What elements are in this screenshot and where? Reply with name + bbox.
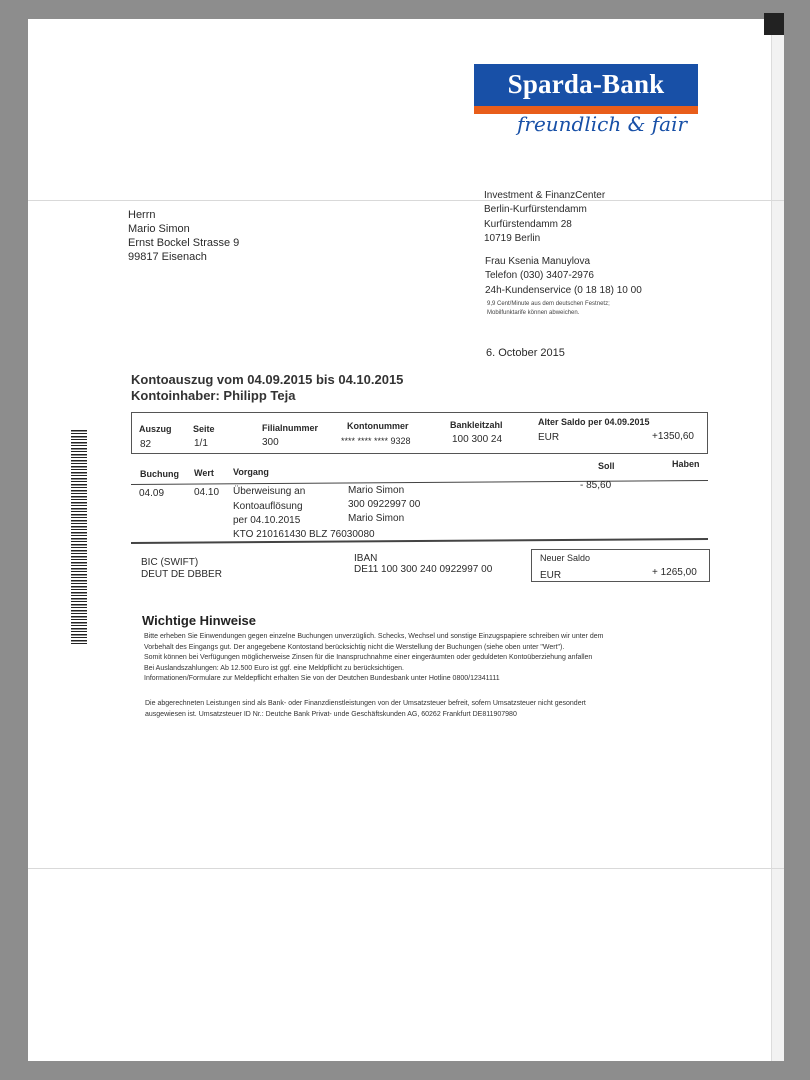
new-balance-currency: EUR — [540, 570, 562, 581]
row-vorgang-line: KTO 210161430 BLZ 76030080 — [233, 529, 375, 540]
row-vorgang-line: Überweisung an — [233, 486, 306, 497]
paper-edge — [771, 19, 784, 1061]
account-holder: Kontoinhaber: Philipp Teja — [131, 388, 296, 403]
fee-note: 9,9 Cent/Minute aus dem deutschen Festnetz; — [487, 301, 610, 307]
header-wert: Wert — [194, 468, 214, 478]
value-auszug: 82 — [140, 439, 152, 450]
branch-phone: Telefon (030) 3407-2976 — [485, 270, 594, 281]
value-konto: **** **** **** 9328 — [341, 436, 411, 446]
iban-value: DE11 100 300 240 0922997 00 — [354, 564, 493, 575]
bic-label: BIC (SWIFT) — [141, 557, 199, 568]
row-vorgang-line: Kontoauflösung — [233, 501, 303, 512]
notes-line: Bei Auslandszahlungen: Ab 12.500 Euro ist ggf. eine Meldpflicht zu berücksichtigen. — [144, 664, 404, 672]
header-konto: Kontonummer — [347, 421, 409, 431]
header-vorgang: Vorgang — [233, 467, 269, 477]
notes-line: Somit können bei Verfügungen möglicherweise Zinsen für die Inanspruchnahme einer eingeräumten oder geduldeten Kontoüberziehung anfallen — [144, 654, 593, 662]
bank-slogan: freundlich & fair — [517, 112, 688, 136]
value-filial: 300 — [262, 437, 279, 448]
notes-line: Informationen/Formulare zur Meldepflicht erhalten Sie von der Deutchen Bundesbank unter Hotline 0800/12341111 — [144, 675, 500, 683]
row-buchung: 04.09 — [139, 488, 165, 499]
notes-line: Vorbehalt des Eingangs gut. Der angegebene Kontostand berücksichtig nicht die Werstellung der Buchungen (siehe oben unter "Wert"). — [144, 643, 565, 651]
header-seite: Seite — [193, 424, 215, 434]
value-currency: EUR — [538, 432, 560, 443]
notes-heading: Wichtige Hinweise — [142, 613, 257, 628]
branch-city: 10719 Berlin — [484, 233, 541, 244]
scan-barcode — [71, 430, 87, 646]
header-buchung: Buchung — [140, 469, 179, 479]
value-seite: 1/1 — [194, 438, 208, 449]
branch-contact: Frau Ksenia Manuylova — [485, 256, 591, 267]
row-detail-line: Mario Simon — [348, 513, 405, 524]
branch-location: Berlin-Kurfürstendamm — [484, 204, 587, 215]
new-balance-value: + 1265,00 — [652, 567, 697, 578]
bank-logo: Sparda-Bank — [474, 64, 698, 106]
value-blz: 100 300 24 — [452, 434, 503, 445]
recipient-street: Ernst Bockel Strasse 9 — [128, 237, 240, 249]
notes-line: Bitte erheben Sie Einwendungen gegen einzelne Buchungen unverzüglich. Schecks, Wechsel und sonstige Einzugspapiere schreiben wir unter dem — [144, 633, 604, 640]
branch-street: Kurfürstendamm 28 — [484, 219, 572, 230]
header-filial: Filialnummer — [262, 423, 319, 433]
header-blz: Bankleitzahl — [450, 420, 503, 430]
fold-line — [28, 200, 784, 201]
recipient-salutation: Herrn — [128, 209, 156, 221]
header-soll: Soll — [598, 461, 615, 471]
row-detail-line: 300 0922997 00 — [348, 499, 421, 510]
header-haben: Haben — [672, 459, 700, 469]
branch-center: Investment & FinanzCenter — [484, 190, 606, 201]
branch-service: 24h-Kundenservice (0 18 18) 10 00 — [485, 285, 642, 296]
recipient-city: 99817 Eisenach — [128, 251, 207, 263]
tax-line: ausgewiesen ist. Umsatzsteuer ID Nr.: Deutche Bank Privat- unde Geschäftskunden AG, 60262 Frankfurt DE811907980 — [145, 710, 517, 718]
row-wert: 04.10 — [194, 487, 220, 498]
scan-shadow — [764, 13, 784, 35]
tax-line: Die abgerechneten Leistungen sind als Bank- oder Finanzdienstleistungen von der Umsatzsteuer befreit, sofern Umsatzsteuer nicht gesondert — [145, 700, 586, 707]
statement-date: 6. October 2015 — [486, 347, 565, 359]
tax-notes — [145, 699, 705, 720]
iban-label: IBAN — [354, 553, 378, 564]
notes-body — [144, 632, 704, 685]
value-old-balance: +1350,60 — [652, 431, 694, 442]
new-balance-label: Neuer Saldo — [540, 553, 591, 563]
header-old-balance: Alter Saldo per 04.09.2015 — [538, 417, 650, 427]
row-detail-line: Mario Simon — [348, 485, 405, 496]
fee-note: Mobilfunktarife können abweichen. — [487, 310, 580, 316]
row-vorgang-line: per 04.10.2015 — [233, 515, 301, 526]
header-auszug: Auszug — [139, 424, 172, 434]
row-soll: - 85,60 — [580, 480, 612, 491]
recipient-name: Mario Simon — [128, 223, 190, 235]
statement-title: Kontoauszug vom 04.09.2015 bis 04.10.2015 — [131, 372, 404, 387]
bic-value: DEUT DE DBBER — [141, 569, 222, 580]
fold-line — [28, 868, 784, 869]
